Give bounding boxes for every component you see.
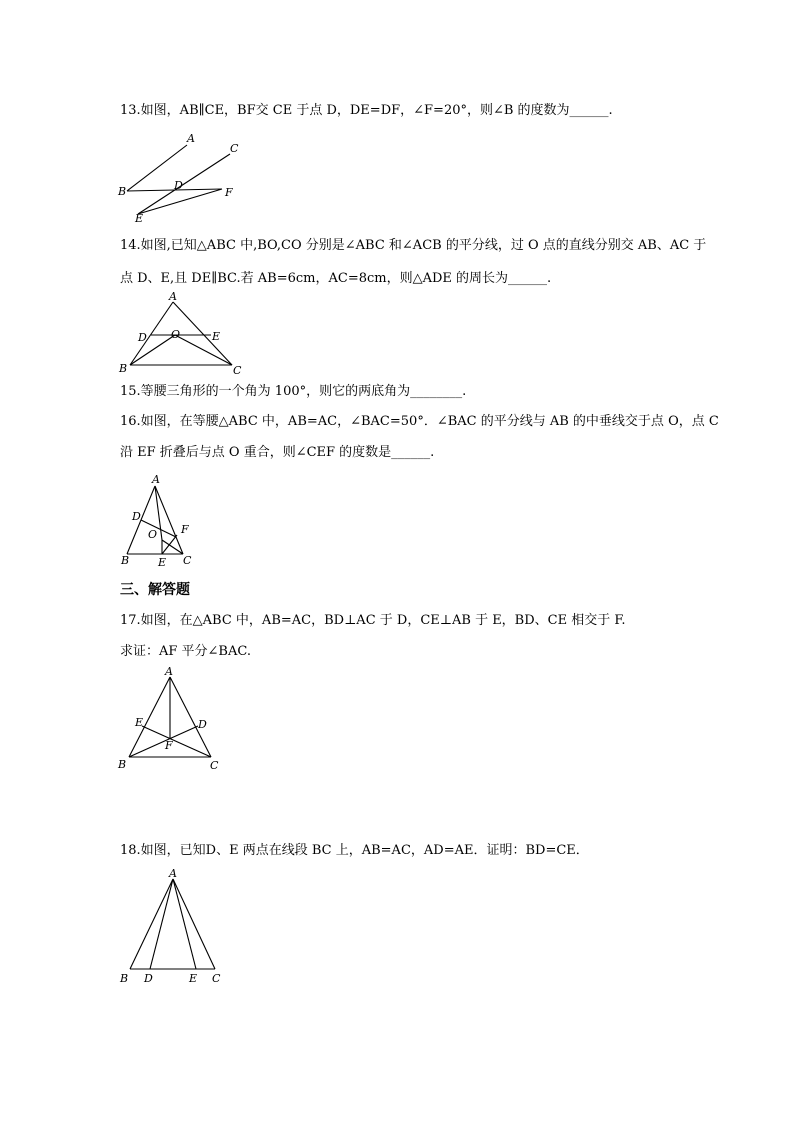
problem-15-text: 15.等腰三角形的一个角为 100°，则它的两底角为________.: [120, 384, 467, 399]
label-C: C: [210, 759, 219, 772]
figure-17: [110, 665, 230, 775]
label-A: A: [169, 290, 177, 303]
figure-16: [112, 473, 202, 573]
label-C: C: [233, 364, 242, 377]
label-D: D: [174, 179, 183, 192]
label-A: A: [169, 867, 177, 880]
label-B: B: [119, 362, 128, 375]
label-C: C: [230, 142, 239, 155]
problem-17-text-line1: 17.如图，在△ABC 中，AB=AC，BD⊥AC 于 D，CE⊥AB 于 E，BD、CE 相交于 F.: [120, 613, 626, 628]
problem-16-text-line1: 16.如图，在等腰△ABC 中，AB=AC，∠BAC=50°．∠BAC 的平分线与 AB 的中垂线交于点 O，点 C: [120, 414, 719, 429]
label-O: O: [148, 528, 158, 541]
problem-14-text-line1: 14.如图,已知△ABC 中,BO,CO 分别是∠ABC 和∠ACB 的平分线，过 O 点的直线分别交 AB、AC 于: [120, 238, 707, 253]
label-D: D: [138, 331, 147, 344]
section-3-heading: 三、解答题: [120, 582, 190, 598]
figure-14: [115, 288, 250, 378]
label-B: B: [120, 972, 129, 985]
label-O: O: [171, 328, 181, 341]
figure-13: [110, 132, 250, 227]
label-F: F: [165, 739, 173, 752]
label-B: B: [118, 758, 127, 771]
problem-14-text-line2: 点 D、E,且 DE∥BC.若 AB=6cm，AC=8cm，则△ADE 的周长为______.: [120, 271, 552, 286]
label-E: E: [135, 212, 144, 225]
label-E: E: [189, 972, 198, 985]
label-A: A: [152, 473, 160, 486]
label-B: B: [118, 185, 127, 198]
label-E: E: [158, 556, 167, 569]
problem-16-text-line2: 沿 EF 折叠后与点 O 重合，则∠CEF 的度数是______.: [120, 445, 435, 460]
label-F: F: [225, 186, 233, 199]
label-A: A: [165, 665, 173, 678]
label-E: E: [135, 716, 144, 729]
label-C: C: [212, 972, 221, 985]
label-D: D: [198, 718, 207, 731]
label-C: C: [183, 554, 192, 567]
figure-18: [112, 865, 237, 990]
problem-13-text: 13.如图，AB∥CE，BF交 CE 于点 D，DE=DF，∠F=20°，则∠B 的度数为______.: [120, 103, 613, 118]
label-A: A: [187, 132, 195, 145]
label-B: B: [121, 554, 130, 567]
label-F: F: [181, 523, 189, 536]
figure-18-lines: [130, 879, 215, 969]
label-E: E: [212, 330, 221, 343]
problem-17-text-line2: 求证：AF 平分∠BAC.: [120, 644, 251, 659]
problem-18-text: 18.如图，已知D、E 两点在线段 BC 上，AB=AC，AD=AE．证明：BD=CE．: [120, 843, 589, 858]
label-D: D: [144, 972, 153, 985]
label-D: D: [132, 510, 141, 523]
